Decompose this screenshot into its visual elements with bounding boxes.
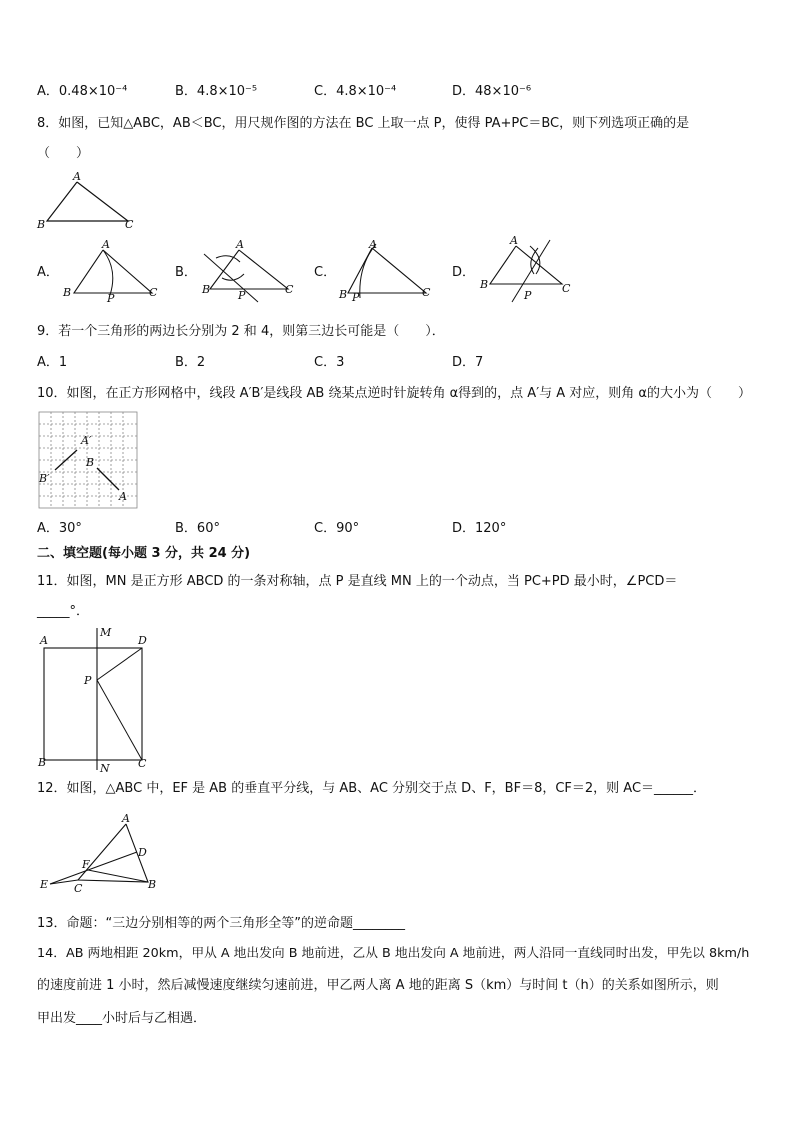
q8c-label-a: A <box>369 238 377 251</box>
q12-line-ef <box>50 852 137 884</box>
section-fill-in-heading: 二、填空题(每小题 3 分，共 24 分) <box>37 546 251 561</box>
q7-option-c: C．4.8×10⁻⁴ <box>314 84 397 99</box>
q11-label-n: N <box>100 762 110 774</box>
q8d-label-b: B <box>480 278 489 291</box>
q11-segment-pd <box>97 648 142 680</box>
q12-label-c: C <box>74 882 83 894</box>
q8b-label-b: B <box>202 283 211 296</box>
q9-option-b: B．2 <box>175 355 206 370</box>
q8-label-b: B <box>37 218 46 230</box>
q8-stem: 8．如图，已知△ABC，AB＜BC，用尺规作图的方法在 BC 上取一点 P，使得 PA+PC＝BC，则下列选项正确的是 <box>37 116 690 131</box>
q8b-label-p: P <box>238 289 246 302</box>
q8a-label-a: A <box>102 238 110 251</box>
q8c-label-b: B <box>339 288 348 301</box>
q9-option-c: C．3 <box>314 355 345 370</box>
q10-option-c: C．90° <box>314 521 360 536</box>
q8c-label-p: P <box>352 291 360 304</box>
q14-line-1: 14．AB 两地相距 20km，甲从 A 地出发向 B 地前进，乙从 B 地出发向 A 地前进，两人沿同一直线同时出发，甲先以 8km/h <box>37 946 750 961</box>
q11-label-c: C <box>138 757 147 770</box>
q11-label-m: M <box>100 626 112 639</box>
q8-main-triangle-figure <box>30 168 140 230</box>
q7-option-b: B．4.8×10⁻⁵ <box>175 84 258 99</box>
q8a-label-p: P <box>107 292 115 304</box>
q8b-label-c: C <box>285 283 294 296</box>
q12-label-a: A <box>122 812 130 825</box>
q7-option-d: D．48×10⁻⁶ <box>452 84 532 99</box>
q8b-arc-1 <box>216 256 240 262</box>
q10-label-a: A <box>119 490 127 503</box>
q8-main-triangle <box>47 182 128 221</box>
q8a-label-b: B <box>63 286 72 299</box>
q10-segment-ab <box>97 468 119 490</box>
q8d-label-a: A <box>510 234 518 247</box>
q13-stem: 13．命题：“三边分别相等的两个三角形全等”的逆命题________ <box>37 916 406 931</box>
q8c-label-c: C <box>422 286 431 299</box>
q10-grid-figure <box>37 410 141 510</box>
q8-label-c: C <box>125 218 134 230</box>
q9-option-d: D．7 <box>452 355 484 370</box>
q11-stem: 11．如图，MN 是正方形 ABCD 的一条对称轴，点 P 是直线 MN 上的一个动点，当 PC+PD 最小时，∠PCD＝ <box>37 574 678 589</box>
q8-option-a: A． <box>37 265 59 280</box>
q11-square-figure <box>34 624 158 774</box>
q8a-triangle <box>74 250 152 293</box>
q10-segment-a1b1 <box>55 450 77 470</box>
q8-option-b-figure <box>196 238 301 304</box>
q10-option-a: A．30° <box>37 521 82 536</box>
q10-stem: 10．如图，在正方形网格中，线段 A′B′是线段 AB 绕某点逆时针旋转角 α得到的，点 A′与 A 对应，则角 α的大小为（ ） <box>37 386 752 401</box>
q8-label-a: A <box>73 170 81 183</box>
q9-stem: 9．若一个三角形的两边长分别为 2 和 4，则第三边长可能是（ ）． <box>37 324 445 339</box>
q12-triangle-figure <box>38 812 164 894</box>
q11-label-d: D <box>138 634 147 647</box>
q11-square <box>44 648 142 760</box>
q10-option-b: B．60° <box>175 521 220 536</box>
q8c-arc <box>360 244 376 298</box>
q11-label-b: B <box>38 756 47 769</box>
q8-answer-paren: （ ） <box>37 146 90 161</box>
q8b-label-a: A <box>236 238 244 251</box>
q8-option-d-figure <box>476 234 586 304</box>
q14-line-2: 的速度前进 1 小时，然后减慢速度继续匀速前进，甲乙两人离 A 地的距离 S（km）与时间 t（h）的关系如图所示，则 <box>37 978 719 993</box>
q8d-label-p: P <box>524 289 532 302</box>
q8-option-d: D． <box>452 265 476 280</box>
q12-label-e: E <box>40 878 49 891</box>
q12-stem: 12．如图，△ABC 中，EF 是 AB 的垂直平分线，与 AB、AC 分别交于点 D、F，BF＝8，CF＝2，则 AC＝______． <box>37 781 707 796</box>
q10-label-a-prime: A′ <box>81 434 92 447</box>
q8-option-c: C． <box>314 265 337 280</box>
q9-option-a: A．1 <box>37 355 68 370</box>
q11-label-a: A <box>40 634 48 647</box>
q8a-label-c: C <box>149 286 158 299</box>
q10-option-d: D．120° <box>452 521 507 536</box>
q7-option-a: A．0.48×10⁻⁴ <box>37 84 128 99</box>
q12-label-d: D <box>138 846 147 859</box>
q8-option-c-figure <box>336 238 441 304</box>
q14-line-3: 甲出发____小时后与乙相遇． <box>37 1011 207 1026</box>
q12-label-b: B <box>148 878 157 891</box>
q11-label-p: P <box>84 674 92 687</box>
q8d-label-c: C <box>562 282 571 295</box>
q10-label-b: B <box>86 456 95 469</box>
q8-option-a-figure <box>60 238 165 304</box>
q10-label-b-prime: B′ <box>39 472 50 485</box>
q12-label-f: F <box>82 858 90 871</box>
q11-segment-pc <box>97 680 142 760</box>
q11-blank: _____°． <box>37 604 90 619</box>
q8-option-b: B． <box>175 265 197 280</box>
